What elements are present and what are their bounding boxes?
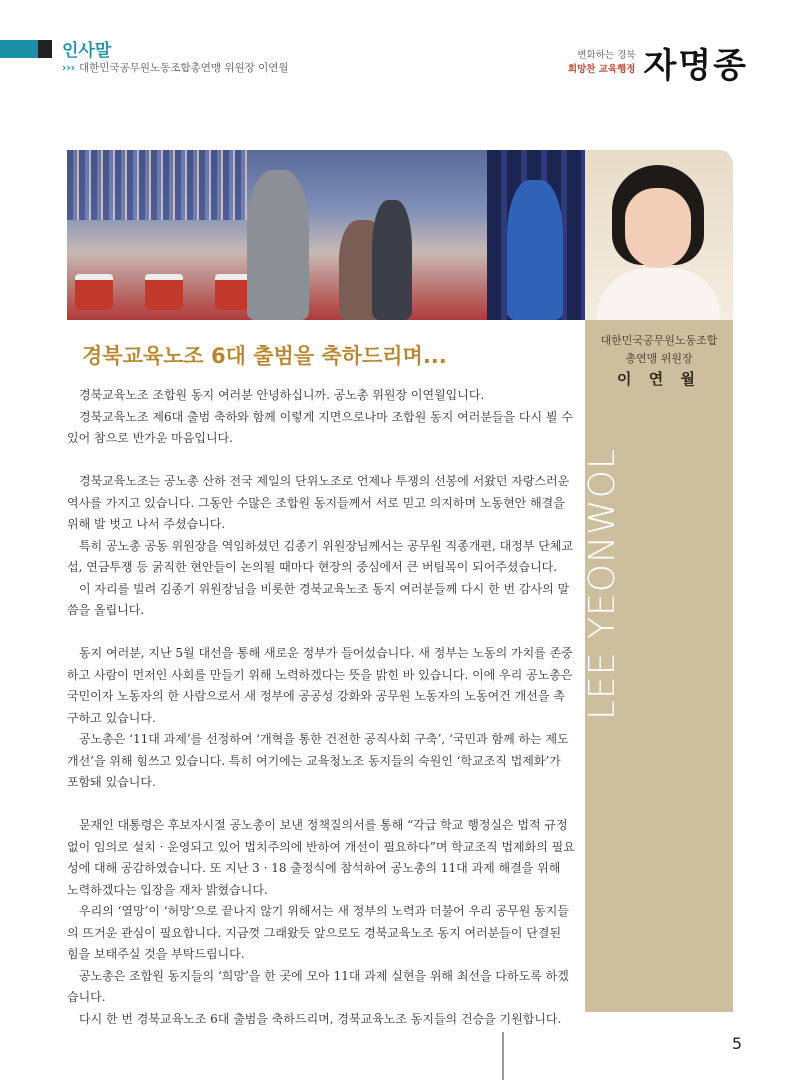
- sidebar-panel: [582, 320, 733, 1012]
- event-photo-collage: [67, 150, 585, 320]
- section-title: 인사말: [62, 41, 112, 61]
- sidebar-org-line2: 총연맹 위원장: [625, 352, 693, 365]
- chevrons-icon: ›››: [62, 62, 75, 74]
- paragraph: 다시 한 번 경북교육노조 6대 출범을 축하드리며, 경북교육노조 동지들의 건승을 기원합니다.: [79, 1011, 562, 1026]
- page-number: 5: [731, 1034, 742, 1053]
- brand-name: 자명종: [643, 46, 748, 86]
- paragraph: 경북교육노조 조합원 동지 여러분 안녕하십니까. 공노총 위원장 이연월입니다.: [79, 388, 485, 402]
- person-figure: [372, 200, 412, 320]
- person-figure: [247, 170, 309, 320]
- portrait-photo: [585, 150, 733, 320]
- paragraph: 우리의 ‘열망’이 ‘허망’으로 끝나지 않기 위해서는 새 정부의 노력과 더불어 우리 공무원 동지들의 뜨거운 관심이 필요합니다. 지금껏 그래왔듯 앞으로도 경북교육노조 동지 여러분들이 단결된 힘을 보태주실 것을 부탁드립니다.: [67, 904, 569, 961]
- sidebar-person-name: 이 연 월: [617, 370, 701, 388]
- subtitle-text: 대한민국공무원노동조합총연맹 위원장 이연월: [78, 62, 289, 74]
- paragraph: 문재인 대통령은 후보자시절 공노총이 보낸 정책질의서를 통해 “각급 학교 행정실은 법적 규정 없이 임의로 설치 · 운영되고 있어 법치주의에 반하여 개선이 필요하다”며 학교조직 법제화의 필요성에 대해 공감하였습니다. 또 지난 3 · 18 출정식에 참석하여 공노총의 11대 과제 해결을 위해 노력하겠다는 입장을 재차 밝혔습니다.: [67, 818, 575, 897]
- sidebar-vertical-name: LEE YEONWOL: [582, 448, 623, 720]
- article-body: [67, 385, 575, 1030]
- drum-icon: [145, 274, 183, 310]
- paragraph: 동지 여러분, 지난 5월 대선을 통해 새로운 정부가 들어섰습니다. 새 정부는 노동의 가치를 존중하고 사람이 먼저인 사회를 만들기 위해 노력하겠다는 뜻을 밝힌 바 있습니다. 이에 우리 공노총은 국민이자 노동자의 한 사람으로서 새 정부에 공공성 강화와 공무원 노동자의 노동여건 개선을 촉구하고 있습니다.: [67, 646, 573, 725]
- sidebar-org-line1: 대한민국공무원노동조합: [600, 334, 718, 347]
- crowd-photo: [67, 150, 247, 220]
- paragraph: 경북교육노조 제6대 출범 축하와 함께 이렇게 지면으로나마 조합원 동지 여러분들을 다시 뵐 수 있어 참으로 반가운 마음입니다.: [67, 409, 573, 445]
- paragraph: 공노총은 ‘11대 과제’를 선정하여 ‘개혁을 통한 건전한 공직사회 구축’, ‘국민과 함께 하는 제도 개선’을 위해 힘쓰고 있습니다. 특히 여기에는 교육청노조 동지들의 숙원인 ‘학교조직 법제화’가 포함돼 있습니다.: [67, 732, 569, 789]
- paragraph: 특히 공노총 공동 위원장을 역임하셨던 김종기 위원장님께서는 공무원 직종개편, 대정부 단체교섭, 연금투쟁 등 굵직한 현안들이 논의될 때마다 현장의 중심에서 큰 버팀목이 되어주셨습니다.: [67, 538, 574, 574]
- paragraph: 공노총은 조합원 동지들의 ‘희망’을 한 곳에 모아 11대 과제 실현을 위해 최선을 다하도록 하겠습니다.: [67, 968, 569, 1004]
- brand-slogan-line1: 변화하는 경북: [577, 49, 636, 61]
- brand-slogan: [568, 49, 636, 77]
- article-headline: 경북교육노조 6대 출범을 축하드리며...: [82, 344, 447, 368]
- paragraph: 이 자리를 빌려 김종기 위원장님을 비롯한 경북교육노조 동지 여러분들께 다시 한 번 감사의 말씀을 올립니다.: [67, 581, 570, 617]
- brand-slogan-line2: 희망찬 교육행정: [567, 63, 636, 75]
- brand-logo: [568, 38, 748, 87]
- footer-divider: [502, 1032, 504, 1080]
- header-accent-bar: [0, 40, 52, 58]
- portrait-face: [625, 188, 691, 268]
- section-subtitle: [62, 60, 289, 75]
- portrait-body: [597, 268, 721, 320]
- drum-icon: [75, 274, 113, 310]
- paragraph: 경북교육노조는 공노총 산하 전국 제일의 단위노조로 언제나 투쟁의 선봉에 서왔던 자랑스러운 역사를 가지고 있습니다. 그동안 수많은 조합원 동지들께서 서로 믿고 의지하며 노동현안 해결을 위해 발 벗고 나서 주셨습니다.: [67, 474, 570, 531]
- speaker-figure: [507, 180, 563, 320]
